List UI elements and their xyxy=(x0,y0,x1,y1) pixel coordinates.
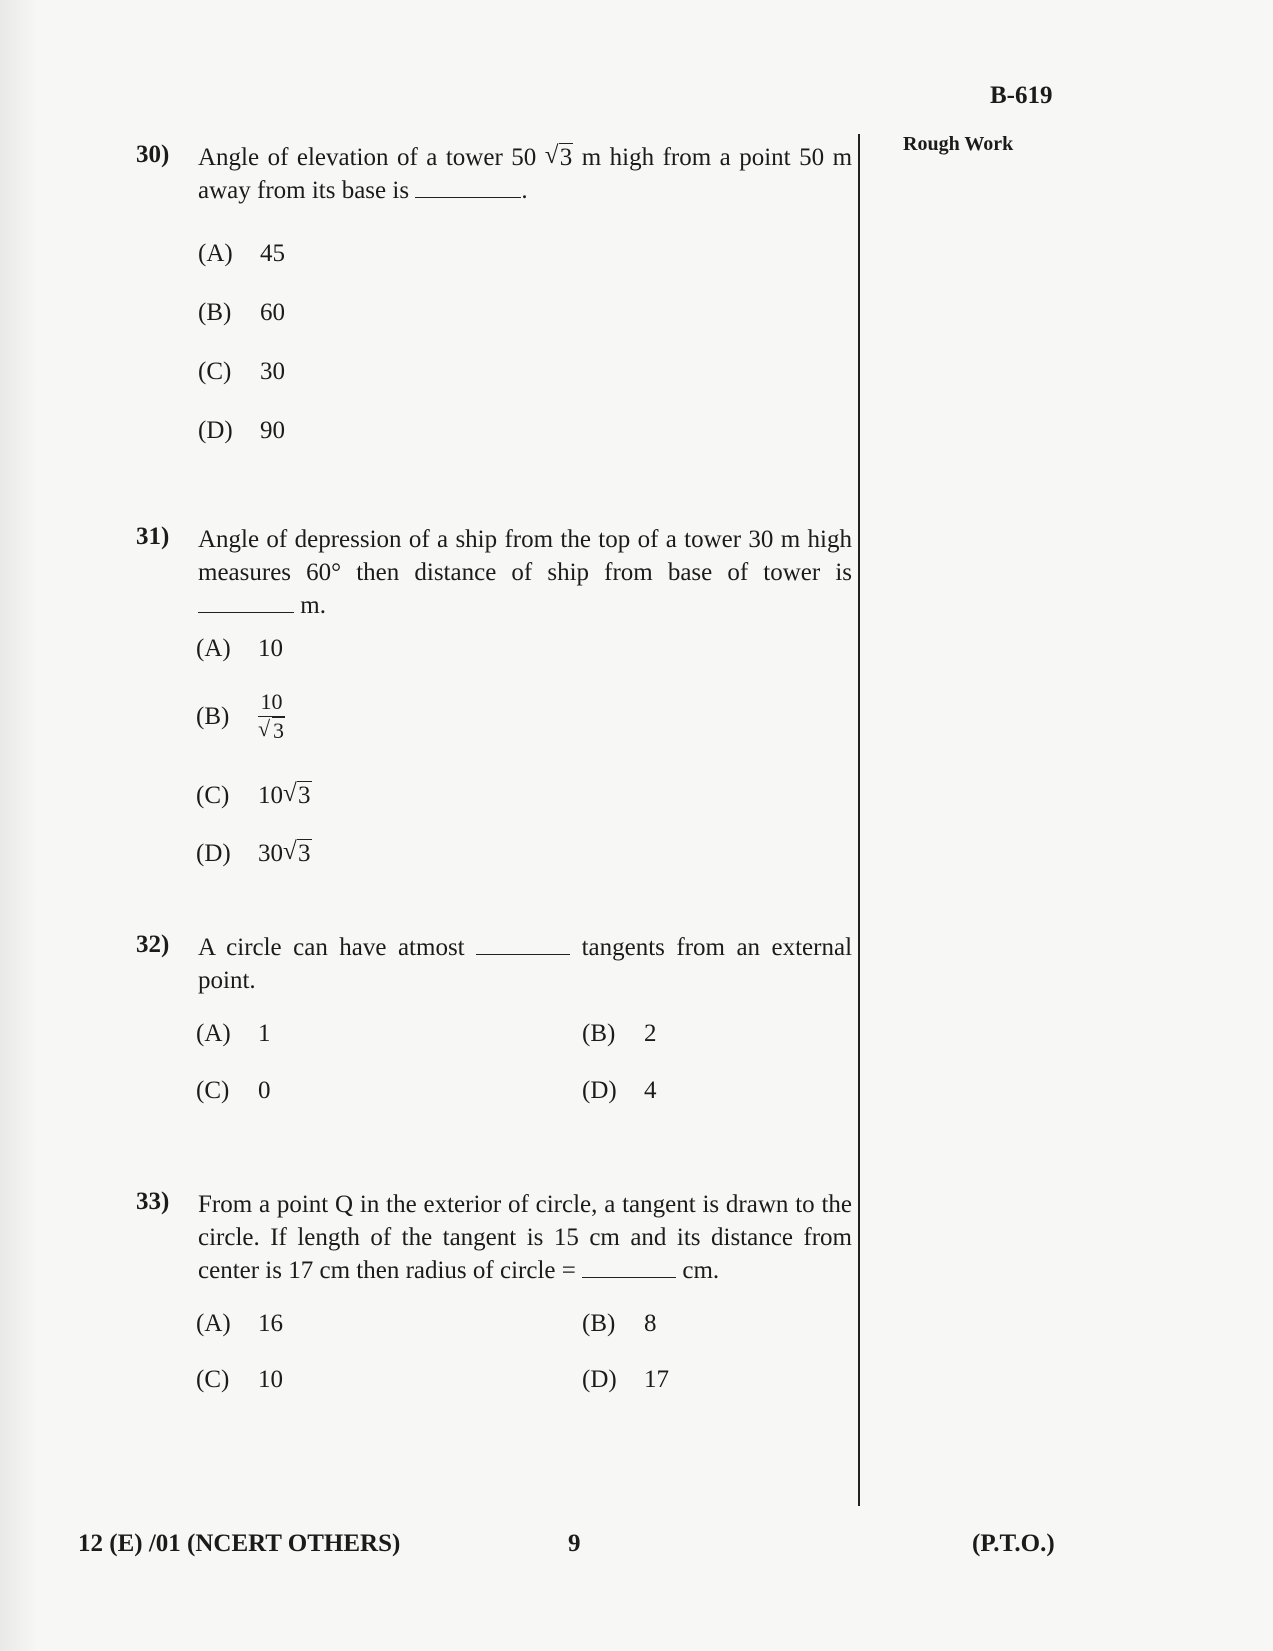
page-number: 9 xyxy=(568,1530,581,1557)
answer-blank xyxy=(198,590,294,613)
column-divider xyxy=(858,134,860,1506)
option-c: (C) 10 √ 3 xyxy=(196,780,311,809)
question-text: Angle of depression of a ship from the top of a tower 30 m high measures 60° then distance of ship from base of tower is m. xyxy=(198,526,852,619)
option-c: (C) 30 xyxy=(198,358,285,385)
question-number: 33) xyxy=(136,1188,170,1215)
answer-blank xyxy=(415,175,521,198)
question-number: 30) xyxy=(136,141,170,168)
question-number: 32) xyxy=(136,931,170,958)
page-edge xyxy=(0,0,36,1651)
footer-subject-code: 12 (E) /01 (NCERT OTHERS) xyxy=(78,1530,401,1557)
rough-work-label: Rough Work xyxy=(903,133,1014,155)
option-d: (D) 30 √ 3 xyxy=(196,838,311,867)
option-b: (B) 2 xyxy=(582,1020,657,1047)
fraction: 10 √ 3 xyxy=(258,689,284,743)
question-text: From a point Q in the exterior of circle, a tangent is drawn to the circle. If length of the tangent is 15 cm and its distance from center is 17 cm then radius of circle = cm. xyxy=(198,1191,852,1284)
question-text: Angle of elevation of a tower 50 √ 3 m high from a point 50 m away from its base is . xyxy=(198,142,853,204)
question-text: A circle can have atmost tangents from an external point. xyxy=(198,934,853,994)
option-c: (C) 10 xyxy=(196,1366,283,1393)
option-d: (D) 17 xyxy=(582,1366,669,1393)
option-c: (C) 0 xyxy=(196,1077,271,1104)
answer-blank xyxy=(582,1255,676,1278)
paper-code: B-619 xyxy=(990,82,1053,109)
option-b: (B) 8 xyxy=(582,1310,657,1337)
pto-label: (P.T.O.) xyxy=(972,1530,1055,1557)
answer-blank xyxy=(476,932,570,955)
option-a: (A) 16 xyxy=(196,1310,283,1337)
option-a: (A) 45 xyxy=(198,240,285,267)
option-b: (B) 60 xyxy=(198,299,285,326)
option-b: (B) 10 √ 3 xyxy=(196,689,284,743)
question-number: 31) xyxy=(136,523,170,550)
option-d: (D) 4 xyxy=(582,1077,657,1104)
option-a: (A) 10 xyxy=(196,635,283,662)
sqrt-expression: √ 3 xyxy=(544,142,573,171)
option-d: (D) 90 xyxy=(198,417,285,444)
option-a: (A) 1 xyxy=(196,1020,271,1047)
